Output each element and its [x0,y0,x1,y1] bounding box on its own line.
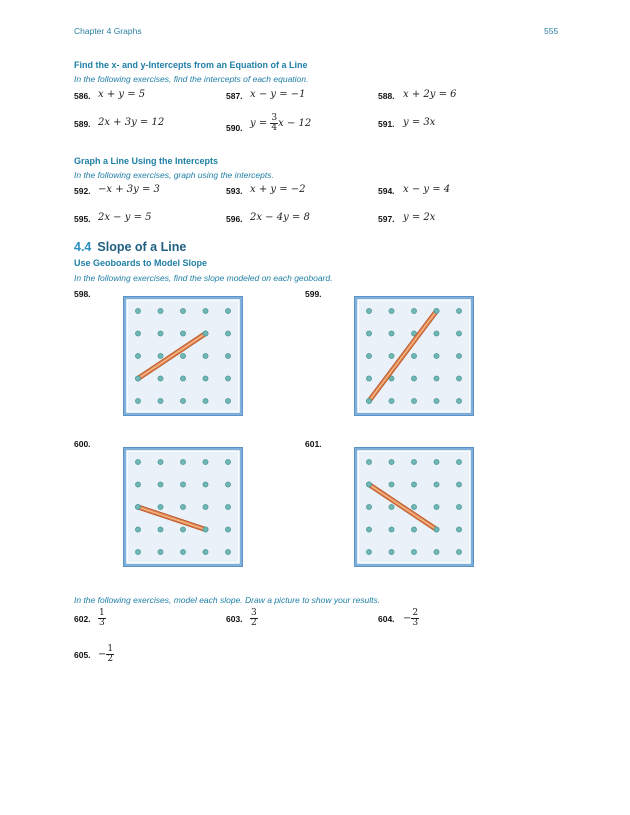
geoboard-600 [123,447,243,567]
geoboard-peg [411,504,416,509]
geoboard-peg [180,482,185,487]
fraction [250,609,258,628]
geoboard-peg [203,482,208,487]
geoboard-peg [411,308,416,313]
fraction-numerator: 3 [271,113,278,123]
equation-rhs: x − 12 [278,118,312,129]
subsection-heading-graph-intercepts: Graph a Line Using the Intercepts [74,156,219,166]
geoboard-peg [135,308,140,313]
exercise-slope [98,609,106,628]
fraction [411,609,419,628]
geoboard-peg [158,398,163,403]
instructions-graph-intercepts: In the following exercises, graph using the intercepts. [74,170,274,180]
exercise-equation: 2x − 4y = 8 [250,212,310,223]
geoboard-peg [366,459,371,464]
geoboard-peg [389,549,394,554]
geoboard-peg [225,353,230,358]
geoboard-peg [456,398,461,403]
geoboard-peg [434,549,439,554]
geoboard-peg [180,504,185,509]
geoboard-peg [225,549,230,554]
geoboard-peg-end [434,527,439,532]
geoboard-peg [434,459,439,464]
geoboard-peg [411,459,416,464]
geoboard-peg [225,504,230,509]
geoboard-peg [225,376,230,381]
exercise-number: 600. [74,439,91,449]
geoboard-peg [434,331,439,336]
geoboard-598 [123,296,243,416]
geoboard-peg [389,504,394,509]
geoboard-peg [456,331,461,336]
geoboard-peg-start [135,376,140,381]
geoboard-peg [411,482,416,487]
geoboard-peg [456,376,461,381]
geoboard-peg [366,504,371,509]
exercise-slope [98,645,114,664]
geoboard-peg [158,459,163,464]
geoboard-peg-end [203,331,208,336]
geoboard-peg [158,527,163,532]
geoboard-peg [203,549,208,554]
geoboard-peg [158,353,163,358]
exercise-equation: y = 3x [403,117,436,128]
geoboard-peg [411,398,416,403]
geoboard-peg [180,353,185,358]
geoboard-peg [411,376,416,381]
geoboard-peg [135,549,140,554]
geoboard-peg [366,308,371,313]
exercise-slope [403,609,419,628]
exercise-equation: x − y = 4 [403,184,451,195]
geoboard-peg [411,527,416,532]
geoboard-peg [180,527,185,532]
exercise-number: 601. [305,439,322,449]
exercise-number: 605. [74,650,91,660]
slope-sign: − [98,649,107,660]
exercise-equation: x + y = −2 [250,184,306,195]
exercise-equation: 2x + 3y = 12 [98,117,165,128]
geoboard-peg [366,527,371,532]
geoboard-peg [456,353,461,358]
geoboard-peg [180,331,185,336]
geoboard-peg [366,376,371,381]
equation-lhs: y = [250,118,268,129]
geoboard-601 [354,447,474,567]
geoboard-peg-start [366,398,371,403]
geoboard-peg [225,482,230,487]
geoboard-peg-start [366,482,371,487]
geoboard-peg [180,459,185,464]
exercise-number: 588. [378,91,395,101]
geoboard-peg [180,398,185,403]
geoboard-peg [434,482,439,487]
geoboard-peg [389,459,394,464]
fraction-numerator: 1 [99,608,105,618]
geoboard-peg [411,549,416,554]
geoboard-peg [158,376,163,381]
geoboard-peg [389,482,394,487]
geoboard-peg [180,308,185,313]
geoboard-peg-end [434,308,439,313]
exercise-number: 594. [378,186,395,196]
section-title-text: Slope of a Line [97,240,187,254]
geoboard-peg [411,353,416,358]
geoboard-peg [366,549,371,554]
section-number: 4.4 [74,240,92,254]
exercise-number: 587. [226,91,243,101]
exercise-number: 604. [378,614,395,624]
geoboard-peg [158,504,163,509]
geoboard-peg [389,353,394,358]
geoboard-peg-start [135,504,140,509]
exercise-equation: −x + 3y = 3 [98,184,160,195]
geoboard-peg [389,331,394,336]
geoboard-peg [135,398,140,403]
geoboard-peg [456,527,461,532]
geoboard-peg [135,527,140,532]
geoboard-peg [135,459,140,464]
exercise-slope [250,609,258,628]
geoboard-599 [354,296,474,416]
exercise-number: 595. [74,214,91,224]
fraction-denominator: 2 [107,654,114,664]
geoboard-peg [135,482,140,487]
fraction-denominator: 2 [251,618,257,628]
geoboard-peg [180,549,185,554]
geoboard-peg [389,527,394,532]
instructions-geoboards: In the following exercises, find the slope modeled on each geoboard. [74,273,333,283]
geoboard-peg [456,308,461,313]
exercise-number: 592. [74,186,91,196]
geoboard-peg [158,331,163,336]
fraction [106,645,114,664]
exercise-equation: y = 2x [403,212,436,223]
instructions-intercepts: In the following exercises, find the intercepts of each equation. [74,74,309,84]
geoboard-peg [456,482,461,487]
geoboard-peg [456,549,461,554]
page-number: 555 [544,26,559,36]
geoboard-peg [203,504,208,509]
fraction-numerator: 2 [412,608,419,618]
geoboard-peg [158,308,163,313]
instructions-model-slope: In the following exercises, model each slope. Draw a picture to show your results. [74,595,381,605]
geoboard-peg [203,353,208,358]
exercise-number: 593. [226,186,243,196]
geoboard-peg [225,527,230,532]
geoboard-peg [456,459,461,464]
geoboard-peg [135,331,140,336]
exercise-equation: x − y = −1 [250,89,306,100]
exercise-number: 603. [226,614,243,624]
geoboard-peg [203,398,208,403]
geoboard-peg [158,482,163,487]
running-header-chapter: Chapter 4 Graphs [74,26,142,36]
geoboard-peg [158,549,163,554]
geoboard-peg [434,353,439,358]
geoboard-peg [366,331,371,336]
fraction-numerator: 1 [107,644,114,654]
exercise-number: 596. [226,214,243,224]
geoboard-peg [135,353,140,358]
exercise-number: 598. [74,289,91,299]
slope-sign: − [403,613,412,624]
exercise-number: 602. [74,614,91,624]
geoboard-peg [203,459,208,464]
exercise-number: 599. [305,289,322,299]
fraction [270,114,278,133]
geoboard-peg [203,376,208,381]
fraction-numerator: 3 [251,608,257,618]
geoboard-peg [434,376,439,381]
subsection-heading-geoboards: Use Geoboards to Model Slope [74,258,208,268]
section-title [74,240,186,254]
fraction-denominator: 4 [271,123,278,133]
geoboard-peg [225,308,230,313]
geoboard-peg [225,331,230,336]
exercise-equation: x + y = 5 [98,89,146,100]
fraction [98,609,106,628]
geoboard-peg [180,376,185,381]
exercise-number: 589. [74,119,91,129]
geoboard-peg [225,398,230,403]
geoboard-peg [434,504,439,509]
geoboard-peg [389,308,394,313]
exercise-equation: x + 2y = 6 [403,89,457,100]
exercise-number: 586. [74,91,91,101]
exercise-equation [250,114,311,133]
subsection-heading-intercepts: Find the x- and y-Intercepts from an Equation of a Line [74,60,308,70]
geoboard-peg [389,398,394,403]
exercise-number: 590. [226,123,243,133]
fraction-denominator: 3 [412,618,419,628]
geoboard-peg [203,308,208,313]
geoboard-peg [366,353,371,358]
geoboard-peg-end [203,527,208,532]
geoboard-peg [225,459,230,464]
exercise-number: 597. [378,214,395,224]
geoboard-peg [434,398,439,403]
exercise-number: 591. [378,119,395,129]
fraction-denominator: 3 [99,618,105,628]
geoboard-peg [456,504,461,509]
exercise-equation: 2x − y = 5 [98,212,152,223]
